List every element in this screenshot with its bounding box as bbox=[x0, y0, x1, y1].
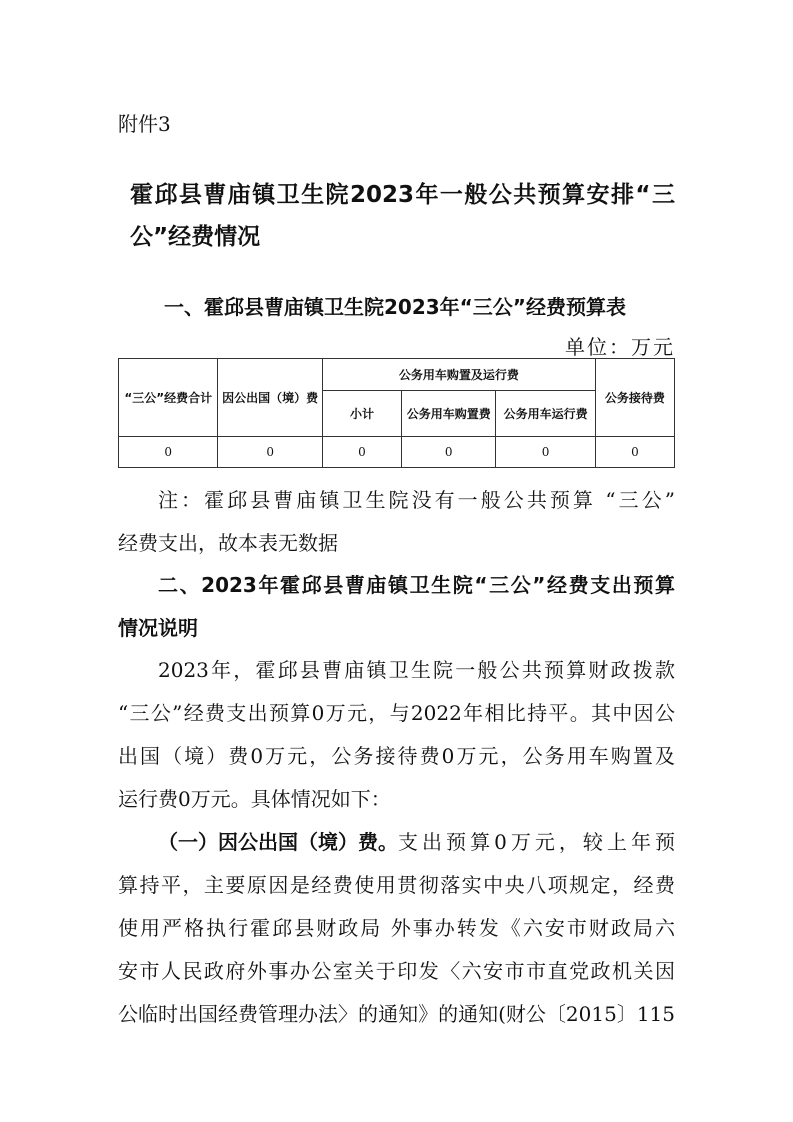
note-line: 注：霍邱县曹庙镇卫生院没有一般公共预算 “三公” bbox=[158, 488, 675, 512]
header-reception: 公务接待费 bbox=[595, 359, 674, 437]
doc-title-line-1: 霍邱县曹庙镇卫生院2023年一般公共预算安排“三 bbox=[130, 182, 675, 208]
header-total: “三公”经费合计 bbox=[119, 359, 218, 437]
header-abroad: 因公出国（境）费 bbox=[218, 359, 323, 437]
paragraph-line: “三公”经费支出预算0万元，与2022年相比持平。其中因公 bbox=[118, 701, 675, 725]
budget-table bbox=[118, 358, 675, 468]
paragraph-line: 支出预算0万元，较上年预 bbox=[398, 830, 675, 854]
paragraph-line: 公临时出国经费管理办法〉的通知》的通知(财公〔2015〕115 bbox=[118, 1002, 675, 1026]
cell-operate: 0 bbox=[496, 437, 595, 468]
header-subtotal: 小计 bbox=[322, 391, 401, 437]
cell-purchase: 0 bbox=[402, 437, 496, 468]
paragraph-line: 安市人民政府外事办公室关于印发〈六安市市直党政机关因 bbox=[118, 959, 675, 983]
doc-title-line-2: 公”经费情况 bbox=[130, 224, 261, 250]
attachment-label: 附件3 bbox=[118, 112, 171, 136]
paragraph-line: 2023年，霍邱县曹庙镇卫生院一般公共预算财政拨款 bbox=[158, 658, 675, 682]
unit-label: 单位：万元 bbox=[565, 335, 675, 359]
paragraph-line: 算持平，主要原因是经费使用贯彻落实中央八项规定，经费 bbox=[118, 873, 675, 897]
header-operate: 公务用车运行费 bbox=[496, 391, 595, 437]
cell-subtotal: 0 bbox=[322, 437, 401, 468]
paragraph-line: 运行费0万元。具体情况如下： bbox=[118, 787, 391, 811]
paragraph-line: 使用严格执行霍邱县财政局 外事办转发《六安市财政局六 bbox=[118, 916, 675, 940]
subsection-heading: （一）因公出国（境）费。 bbox=[158, 830, 398, 854]
paragraph-line: 出国（境）费0万元，公务接待费0万元，公务用车购置及 bbox=[118, 744, 675, 768]
section-1-heading: 一、霍邱县曹庙镇卫生院2023年“三公”经费预算表 bbox=[164, 295, 626, 319]
cell-reception: 0 bbox=[595, 437, 674, 468]
note-line: 经费支出，故本表无数据 bbox=[118, 531, 338, 555]
cell-total: 0 bbox=[119, 437, 218, 468]
header-purchase: 公务用车购置费 bbox=[402, 391, 496, 437]
section-2-heading: 二、2023年霍邱县曹庙镇卫生院“三公”经费支出预算 bbox=[158, 573, 675, 597]
header-car: 公务用车购置及运行费 bbox=[322, 359, 595, 391]
cell-abroad: 0 bbox=[218, 437, 323, 468]
section-2-heading: 情况说明 bbox=[118, 616, 198, 640]
